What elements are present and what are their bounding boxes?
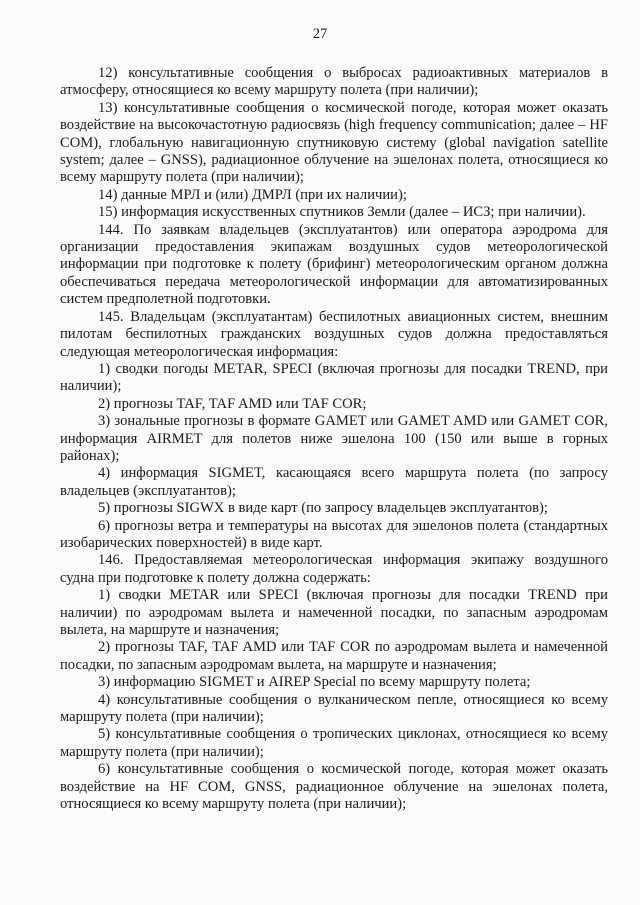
paragraph-145-item-5: 5) прогнозы SIGWX в виде карт (по запросу владельцев эксплуатантов);: [98, 500, 548, 517]
paragraph-145-item-1: 1) сводки погоды METAR, SPECI (включая прогнозы для посадки TREND, при наличии);: [60, 360, 608, 395]
paragraph-item-14: 14) данные МРЛ и (или) ДМРЛ (при их наличии);: [98, 186, 407, 203]
paragraph-146: 146. Предоставляемая метеорологическая информация экипажу воздушного судна при подготовке к полету должна содержать:: [60, 552, 608, 586]
document-body: [60, 65, 608, 813]
paragraph-146-item-2: 2) прогнозы TAF, TAF AMD или TAF COR по аэродромам вылета и намеченной посадки, по запасным аэродромам вылета, на маршруте и назначения;: [60, 639, 608, 673]
paragraph-146-item-4: 4) консультативные сообщения о вулканическом пепле, относящиеся ко всему маршруту полета (при наличии);: [60, 691, 608, 726]
paragraph-145-item-4: 4) информация SIGMET, касающаяся всего маршрута полета (по запросу владельцев (эксплуатантов);: [60, 465, 608, 499]
page-number: 27: [312, 26, 328, 42]
paragraph-item-12: 12) консультативные сообщения о выбросах радиоактивных материалов в атмосферу, относящиеся ко всему маршруту полета (при наличии);: [60, 65, 608, 99]
paragraph-146-item-1: 1) сводки METAR или SPECI (включая прогнозы для посадки TREND при наличии) по аэродромам вылета и намеченной посадки, по запасным аэродромам вылета, на маршруте и назначения;: [60, 587, 608, 638]
paragraph-item-13: 13) консультативные сообщения о космической погоде, которая может оказать воздействие на высокочастотную радиосвязь (high frequency communication; далее – HF COM), глобальную навигационную спутниковую систему (global navigation satellite system; далее – GNSS), радиационное облучение на эшелонах полета, относящиеся ко всему маршруту полета (при наличии);: [60, 99, 608, 186]
paragraph-145-item-6: 6) прогнозы ветра и температуры на высотах для эшелонов полета (стандартных изобарических поверхностей) в виде карт.: [60, 517, 608, 551]
paragraph-146-item-3: 3) информацию SIGMET и AIREP Special по всему маршруту полета;: [98, 674, 531, 691]
paragraph-item-15: 15) информация искусственных спутников Земли (далее – ИСЗ; при наличии).: [98, 204, 586, 221]
paragraph-145: 145. Владельцам (эксплуатантам) беспилотных авиационных систем, внешним пилотам беспилотных гражданских воздушных судов должна предоставляться следующая метеорологическая информация:: [60, 308, 608, 360]
paragraph-146-item-6: 6) консультативные сообщения о космической погоде, которая может оказать воздействие на HF COM, GNSS, радиационное облучение на эшелонах полета, относящиеся ко всему маршруту полета (при наличии);: [60, 761, 608, 813]
paragraph-145-item-3: 3) зональные прогнозы в формате GAMET или GAMET AMD или GAMET COR, информация AIRMET для полетов ниже эшелона 100 (150 или выше в горных районах);: [60, 413, 608, 464]
paragraph-146-item-5: 5) консультативные сообщения о тропических циклонах, относящиеся ко всему маршруту полета (при наличии);: [60, 726, 608, 760]
paragraph-145-item-2: 2) прогнозы TAF, TAF AMD или TAF COR;: [98, 395, 367, 412]
paragraph-144: 144. По заявкам владельцев (эксплуатантов) или оператора аэродрома для организации предоставления экипажам воздушных судов метеорологической информации при подготовке к полету (брифинг) метеорологическим органом должна обеспечиваться передача метеорологической информации для автоматизированных систем предполетной подготовки.: [60, 221, 608, 308]
